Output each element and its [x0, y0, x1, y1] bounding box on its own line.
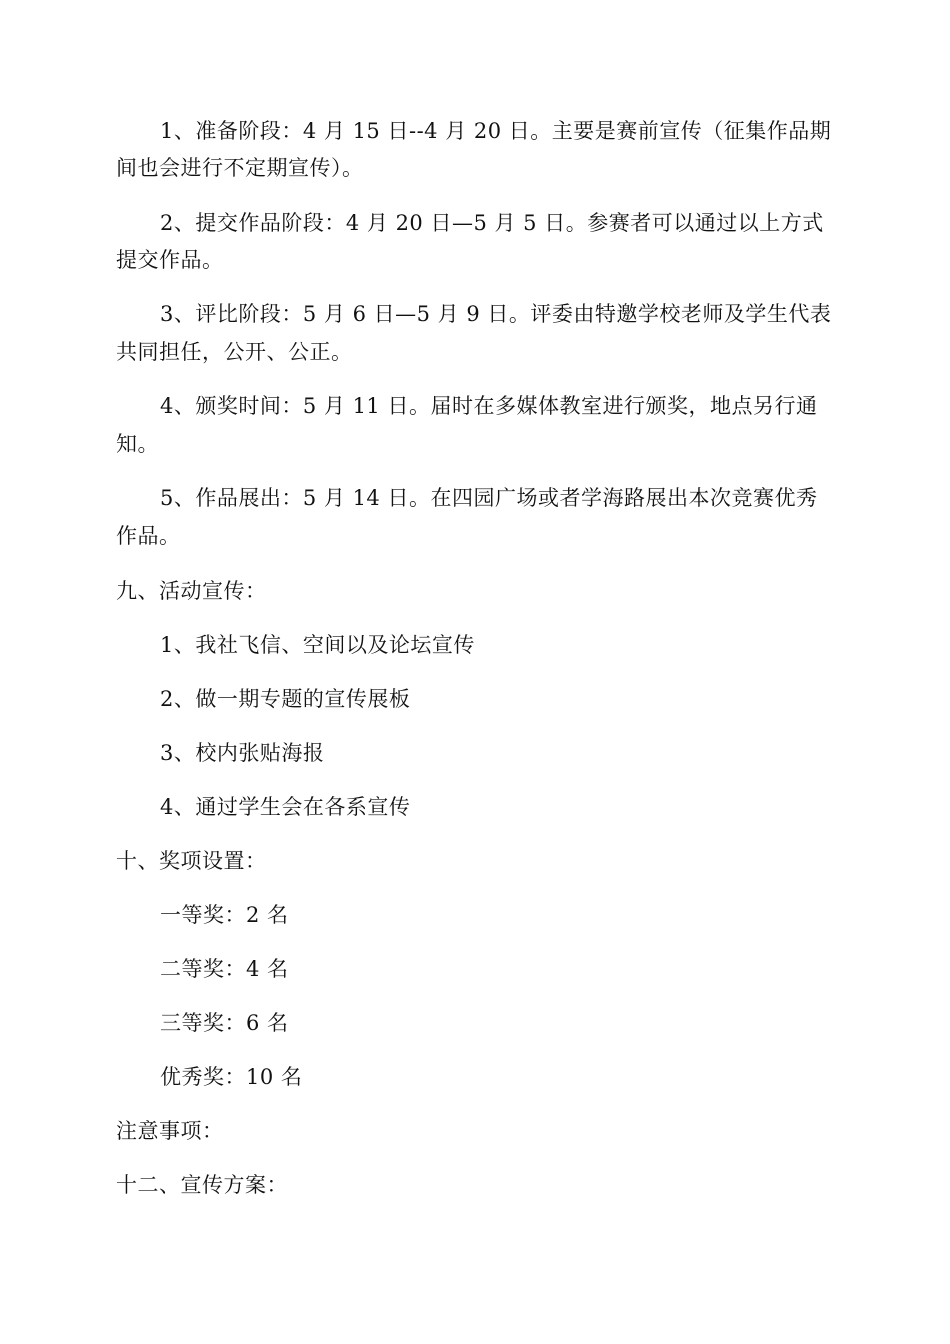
stage-5-line-1: 5、作品展出：5 月 14 日。在四园广场或者学海路展出本次竞赛优秀	[160, 486, 818, 510]
award-excellence: 优秀奖：10 名	[160, 1065, 303, 1089]
stage-2-line-2: 提交作品。	[116, 248, 224, 272]
section-9-item-1: 1、我社飞信、空间以及论坛宣传	[160, 633, 475, 657]
award-third: 三等奖：6 名	[160, 1011, 289, 1035]
notes-heading: 注意事项：	[116, 1119, 224, 1143]
stage-3-line-2: 共同担任，公开、公正。	[116, 340, 353, 364]
award-first: 一等奖：2 名	[160, 903, 289, 927]
stage-4-line-2: 知。	[116, 432, 159, 456]
section-9-heading: 九、活动宣传：	[116, 579, 267, 603]
section-10-heading: 十、奖项设置：	[116, 849, 267, 873]
stage-3-line-1: 3、评比阶段：5 月 6 日—5 月 9 日。评委由特邀学校老师及学生代表	[160, 302, 832, 326]
section-12-heading: 十二、宣传方案：	[116, 1173, 288, 1197]
section-9-item-3: 3、校内张贴海报	[160, 741, 325, 765]
section-9-item-4: 4、通过学生会在各系宣传	[160, 795, 411, 819]
stage-1-line-1: 1、准备阶段：4 月 15 日--4 月 20 日。主要是赛前宣传（征集作品期	[160, 119, 832, 143]
stage-5-line-2: 作品。	[116, 524, 181, 548]
stage-1-line-2: 间也会进行不定期宣传）。	[116, 156, 364, 180]
stage-2-line-1: 2、提交作品阶段：4 月 20 日—5 月 5 日。参赛者可以通过以上方式	[160, 211, 824, 235]
section-9-item-2: 2、做一期专题的宣传展板	[160, 687, 411, 711]
stage-4-line-1: 4、颁奖时间：5 月 11 日。届时在多媒体教室进行颁奖，地点另行通	[160, 394, 818, 418]
award-second: 二等奖：4 名	[160, 957, 289, 981]
